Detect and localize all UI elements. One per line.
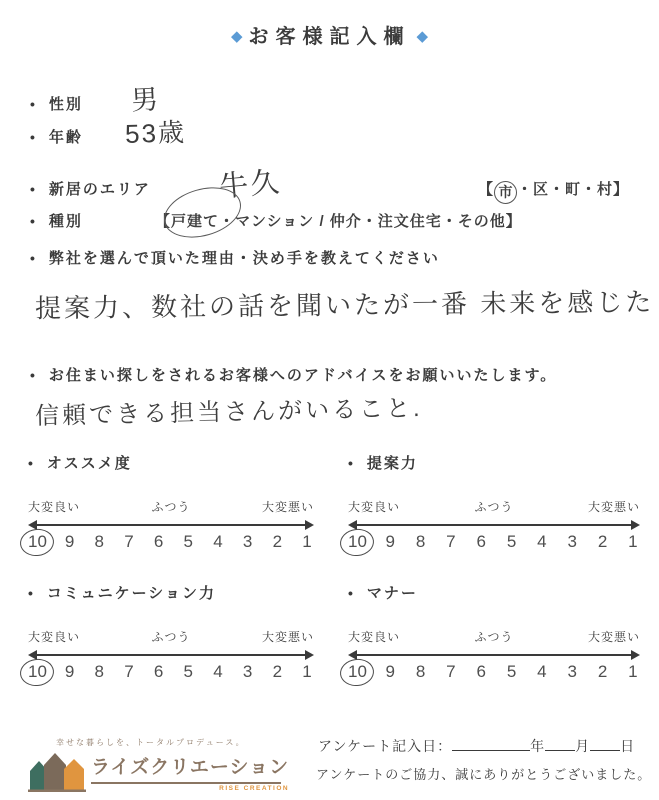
scale-number-selected: 10 xyxy=(348,662,367,681)
scale-number: 7 xyxy=(446,532,456,551)
scale-number: 4 xyxy=(537,532,547,551)
survey-date-line xyxy=(318,736,635,756)
date-day-blank xyxy=(590,737,620,751)
label-normal: ふつう xyxy=(151,500,191,514)
scale-number: 8 xyxy=(415,532,426,551)
label-very-good: 大変良い xyxy=(348,500,401,514)
diamond-icon: ◆ xyxy=(416,28,429,45)
field-reason xyxy=(30,247,440,268)
scale-number: 5 xyxy=(183,662,194,681)
scale-numbers xyxy=(28,532,314,552)
type-options xyxy=(155,210,522,231)
label-very-bad: 大変悪い xyxy=(587,630,640,644)
bracket-open: 【 xyxy=(154,213,171,230)
scale-number: 6 xyxy=(476,662,486,681)
scale-number: 3 xyxy=(242,662,253,681)
advice-handwritten-text: 信頼できる担当さんがいること. xyxy=(34,394,423,431)
double-arrow-icon xyxy=(348,650,640,660)
scale-numbers xyxy=(28,662,314,682)
logo-company-name: ライズクリエーション xyxy=(91,757,290,778)
gender-handwritten-value: 男 xyxy=(130,84,161,116)
rating-scale-recommendation xyxy=(28,452,314,562)
scale-number: 1 xyxy=(628,532,638,551)
label-very-good: 大変良い xyxy=(28,500,81,514)
diamond-icon: ◆ xyxy=(230,28,243,45)
type-option-circled: 戸建て xyxy=(171,210,219,231)
scale-number: 8 xyxy=(94,662,104,681)
reason-handwritten-answer xyxy=(35,285,654,322)
scale-number: 9 xyxy=(64,532,75,551)
field-advice xyxy=(30,364,557,385)
scale-number: 6 xyxy=(153,532,164,551)
scale-number: 2 xyxy=(272,662,283,681)
scale-number: 2 xyxy=(597,532,608,551)
scale-anchor-labels xyxy=(348,628,640,645)
scale-number: 6 xyxy=(476,532,486,551)
scale-numbers xyxy=(348,532,640,552)
bracket-open: 【 xyxy=(477,181,494,198)
day-label: 日 xyxy=(620,738,636,754)
scale-number: 8 xyxy=(94,532,104,551)
scale-number-selected: 10 xyxy=(348,532,367,551)
company-logo xyxy=(28,748,289,792)
age-handwritten-value: 53歳 xyxy=(124,116,187,150)
scale-number: 7 xyxy=(124,662,134,681)
age-label: • 年齢 xyxy=(30,126,83,147)
advice-handwritten-answer xyxy=(34,392,423,431)
scale-number-selected: 10 xyxy=(28,532,47,551)
area-handwritten-value: 牛久 xyxy=(217,166,283,204)
scale-anchor-labels xyxy=(348,498,640,515)
scale-numbers xyxy=(348,662,640,682)
label-normal: ふつう xyxy=(474,630,514,644)
thanks-message: アンケートのご協力、誠にありがとうございました。 xyxy=(316,767,652,782)
label-normal: ふつう xyxy=(151,630,191,644)
reason-label: • 弊社を選んで頂いた理由・決め手を教えてください xyxy=(30,247,440,268)
rating-scale-communication xyxy=(28,582,314,692)
date-prefix: アンケート記入日： xyxy=(318,738,453,754)
scale-number: 1 xyxy=(302,532,312,551)
area-options-rest: ・区・町・村 xyxy=(516,181,613,198)
area-label: • 新居のエリア xyxy=(30,178,151,199)
logo-company-name-en: RISE CREATION xyxy=(219,785,290,792)
logo-houses-icon xyxy=(28,748,86,792)
scale-number: 9 xyxy=(64,662,75,681)
area-option-circled: 市 xyxy=(494,181,517,204)
logo-tagline: 幸せな暮らしを、トータルプロデュース。 xyxy=(56,738,246,747)
scale-number: 1 xyxy=(302,662,312,681)
scale-number: 3 xyxy=(567,662,577,681)
scale-title: • 提案力 xyxy=(348,452,640,473)
scale-title: • マナー xyxy=(348,582,640,603)
rating-scale-manner xyxy=(348,582,640,692)
scale-number: 2 xyxy=(272,532,283,551)
month-label: 月 xyxy=(575,738,591,754)
label-very-bad: 大変悪い xyxy=(261,630,314,644)
scale-number-selected: 10 xyxy=(28,662,47,681)
type-options-rest: ・マンション / 仲介・注文住宅・その他 xyxy=(218,213,506,230)
scale-anchor-labels xyxy=(28,498,314,515)
double-arrow-icon xyxy=(28,650,314,660)
label-very-good: 大変良い xyxy=(28,630,81,644)
logo-divider xyxy=(91,782,281,784)
field-type xyxy=(30,210,522,231)
date-month-blank xyxy=(545,737,575,751)
scale-number: 3 xyxy=(567,532,577,551)
type-label: • 種別 xyxy=(30,210,83,231)
scale-number: 7 xyxy=(124,532,134,551)
scale-number: 2 xyxy=(597,662,608,681)
scale-number: 8 xyxy=(415,662,426,681)
scale-number: 4 xyxy=(537,662,547,681)
scale-number: 3 xyxy=(242,532,253,551)
label-very-bad: 大変悪い xyxy=(261,500,314,514)
scale-number: 1 xyxy=(628,662,638,681)
scale-title: • オススメ度 xyxy=(28,452,314,473)
scale-number: 5 xyxy=(506,532,517,551)
bracket-close: 】 xyxy=(505,213,522,230)
scale-number: 5 xyxy=(183,532,194,551)
scale-number: 4 xyxy=(213,662,223,681)
scale-title: • コミュニケーション力 xyxy=(28,582,314,603)
rating-scale-proposal xyxy=(348,452,640,562)
page-title-text: お客様記入欄 xyxy=(248,26,411,48)
scale-number: 6 xyxy=(153,662,164,681)
field-gender xyxy=(30,78,160,117)
logo-text-block xyxy=(91,752,289,792)
field-age xyxy=(30,113,186,150)
advice-label: • お住まい探しをされるお客様へのアドバイスをお願いいたします。 xyxy=(30,364,557,385)
scale-number: 9 xyxy=(385,532,395,551)
scale-number: 4 xyxy=(213,532,223,551)
double-arrow-icon xyxy=(28,520,314,530)
page-title xyxy=(0,20,659,49)
label-very-bad: 大変悪い xyxy=(587,500,640,514)
reason-handwritten-text: 提案力、数社の話を聞いたが一番 未来を感じた xyxy=(34,286,655,324)
gender-label: • 性別 xyxy=(30,93,83,114)
label-normal: ふつう xyxy=(474,500,514,514)
label-very-good: 大変良い xyxy=(348,630,401,644)
field-area xyxy=(30,162,629,204)
scale-anchor-labels xyxy=(28,628,314,645)
bracket-close: 】 xyxy=(612,181,629,198)
date-year-blank xyxy=(452,737,530,751)
year-label: 年 xyxy=(530,738,546,754)
scale-number: 5 xyxy=(506,662,517,681)
double-arrow-icon xyxy=(348,520,640,530)
scale-number: 9 xyxy=(385,662,395,681)
scale-number: 7 xyxy=(446,662,456,681)
area-options xyxy=(478,178,629,204)
